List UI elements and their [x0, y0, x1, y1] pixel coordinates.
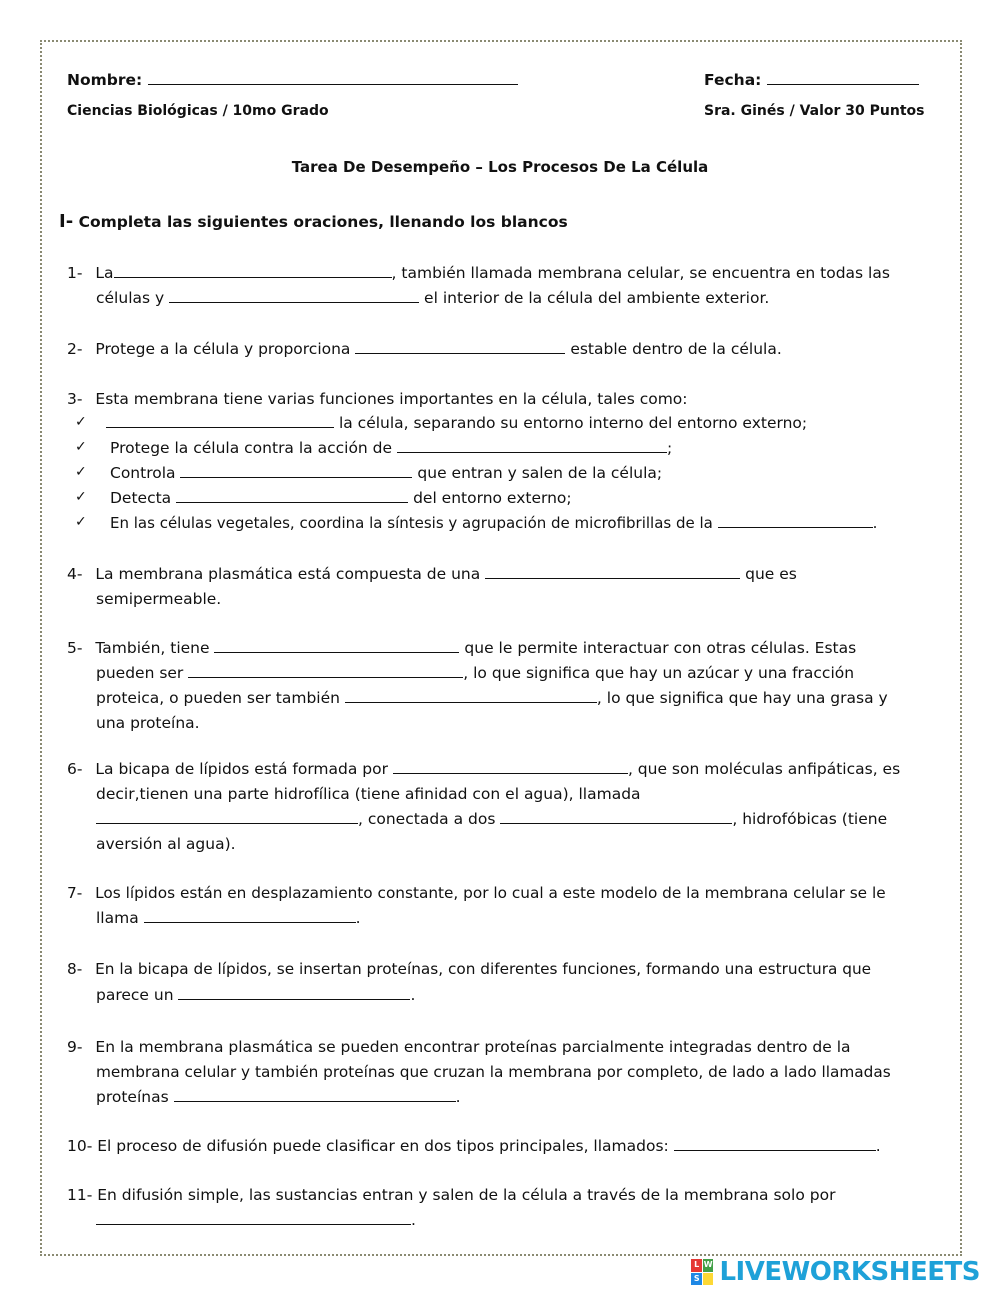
q3-bullet-4-end: del entorno externo; — [413, 489, 572, 507]
q3-bullet-3-end: que entran y salen de la célula; — [417, 464, 663, 482]
q8-text-c: . — [410, 986, 416, 1004]
q11-line2 — [96, 1211, 416, 1229]
checkmark-icon: ✓ — [75, 439, 87, 455]
q5-number: 5- — [67, 639, 83, 657]
page-title: Tarea De Desempeño – Los Procesos De La Célula — [291, 158, 709, 176]
q6-text-e: , hidrofóbicas (tiene — [732, 810, 888, 828]
q8-number: 8- — [67, 960, 83, 978]
q3-blank-2[interactable] — [397, 439, 667, 453]
q5-text-b: que le permite interactuar con otras células. Estas — [464, 639, 857, 657]
q5-line2 — [96, 664, 854, 682]
q1-line1 — [67, 264, 890, 282]
q1-text-c: células y — [96, 289, 165, 307]
q6-blank-2[interactable] — [96, 810, 358, 824]
q8-line1 — [67, 960, 871, 978]
q5-text-a: También, tiene — [95, 639, 210, 657]
date-label: Fecha: — [704, 71, 762, 89]
checkmark-icon: ✓ — [75, 514, 87, 530]
section-heading — [59, 213, 568, 231]
q3-bullet-5-end: . — [872, 514, 878, 532]
q3-bullet-4 — [110, 489, 572, 507]
checkmark-icon: ✓ — [75, 489, 87, 505]
q5-text-c: pueden ser — [96, 664, 184, 682]
q3-bullet-3 — [110, 464, 662, 482]
q3-blank-4[interactable] — [176, 489, 408, 503]
q9-text-c: proteínas — [96, 1088, 169, 1106]
q2-line1 — [67, 340, 782, 358]
q3-bullet-3-text: Controla — [110, 464, 176, 482]
section-instruction: Completa las siguientes oraciones, llenando los blancos — [78, 213, 568, 231]
q6-line2: decir,tienen una parte hidrofílica (tiene afinidad con el agua), llamada — [96, 785, 641, 803]
q1-text-a: La — [95, 264, 114, 282]
q9-number: 9- — [67, 1038, 83, 1056]
q5-blank-2[interactable] — [188, 664, 463, 678]
q1-number: 1- — [67, 264, 83, 282]
q3-blank-5[interactable] — [718, 514, 873, 528]
q6-line1 — [67, 760, 900, 778]
q3-blank-3[interactable] — [180, 464, 412, 478]
q7-text-c: . — [355, 909, 361, 927]
q6-text-a: La bicapa de lípidos está formada por — [95, 760, 388, 778]
q5-text-f: , lo que significa que hay una grasa y — [596, 689, 888, 707]
q3-bullet-1 — [106, 414, 807, 432]
q7-blank-1[interactable] — [144, 909, 356, 923]
q10-line1 — [67, 1137, 881, 1155]
q3-blank-1[interactable] — [106, 414, 334, 428]
q9-blank-1[interactable] — [174, 1088, 456, 1102]
q7-line2 — [96, 909, 361, 927]
q3-bullet-2-text: Protege la célula contra la acción de — [110, 439, 393, 457]
teacher-label: Sra. Ginés / Valor 30 Puntos — [704, 103, 925, 119]
q8-blank-1[interactable] — [178, 986, 410, 1000]
q8-text-a: En la bicapa de lípidos, se insertan proteínas, con diferentes funciones, formando una estructura que — [95, 960, 872, 978]
q3-bullet-2-end: ; — [667, 439, 673, 457]
q11-number: 11- — [67, 1186, 93, 1204]
q5-blank-1[interactable] — [214, 639, 459, 653]
q9-text-a: En la membrana plasmática se pueden encontrar proteínas parcialmente integradas dentro de la — [95, 1038, 851, 1056]
q1-text-d: el interior de la célula del ambiente exterior. — [424, 289, 770, 307]
q5-text-d: , lo que significa que hay un azúcar y una fracción — [463, 664, 855, 682]
name-field[interactable] — [148, 71, 518, 85]
q11-line1 — [67, 1186, 835, 1204]
q4-text-b: que es — [745, 565, 797, 583]
q6-text-b: , que son moléculas anfipáticas, es — [627, 760, 901, 778]
q11-text-a: En difusión simple, las sustancias entran y salen de la célula a través de la membrana solo por — [97, 1186, 836, 1204]
q10-text-a: El proceso de difusión puede clasificar en dos tipos principales, llamados: — [97, 1137, 669, 1155]
checkmark-icon: ✓ — [75, 414, 87, 430]
q1-line2 — [96, 289, 769, 307]
q2-blank-1[interactable] — [355, 340, 565, 354]
q7-text-a: Los lípidos están en desplazamiento constante, por lo cual a este modelo de la membrana celular se le — [95, 884, 886, 902]
date-row — [704, 71, 919, 89]
name-row — [67, 71, 518, 89]
q6-number: 6- — [67, 760, 83, 778]
q6-blank-3[interactable] — [500, 810, 732, 824]
q5-line3 — [96, 689, 888, 707]
q1-blank-1[interactable] — [114, 264, 392, 278]
q3-bullet-1-text: la célula, separando su entorno interno del entorno externo; — [338, 414, 808, 432]
q2-number: 2- — [67, 340, 83, 358]
section-number: I- — [59, 211, 74, 232]
q9-line3 — [96, 1088, 461, 1106]
q6-blank-1[interactable] — [393, 760, 628, 774]
liveworksheets-logo — [691, 1257, 980, 1287]
q4-line2: semipermeable. — [96, 590, 222, 608]
checkmark-icon: ✓ — [75, 464, 87, 480]
q7-text-b: llama — [96, 909, 139, 927]
q3-number: 3- — [67, 390, 83, 408]
date-field[interactable] — [767, 71, 919, 85]
q4-line1 — [67, 565, 797, 583]
liveworksheets-badge-icon: L W S — [691, 1259, 713, 1285]
q3-bullet-5-text: En las células vegetales, coordina la síntesis y agrupación de microfibrillas de la — [110, 514, 713, 532]
q9-line1 — [67, 1038, 851, 1056]
q3-bullet-4-text: Detecta — [110, 489, 172, 507]
q6-line3 — [96, 810, 887, 828]
q4-blank-1[interactable] — [485, 565, 740, 579]
q9-line2: membrana celular y también proteínas que cruzan la membrana por completo, de lado a lado llamadas — [96, 1063, 891, 1081]
q1-blank-2[interactable] — [169, 289, 419, 303]
q2-text-a: Protege a la célula y proporciona — [95, 340, 351, 358]
q11-blank-1[interactable] — [96, 1211, 411, 1225]
q5-blank-3[interactable] — [345, 689, 597, 703]
q4-text-a: La membrana plasmática está compuesta de una — [95, 565, 481, 583]
q6-line4: aversión al agua). — [96, 835, 236, 853]
q5-text-e: proteica, o pueden ser también — [96, 689, 340, 707]
q5-line1 — [67, 639, 856, 657]
q6-text-d: , conectada a dos — [358, 810, 496, 828]
q7-line1 — [67, 884, 886, 902]
q2-text-b: estable dentro de la célula. — [570, 340, 782, 358]
q9-text-d: . — [455, 1088, 461, 1106]
q3-intro — [67, 390, 688, 408]
q8-line2 — [96, 986, 415, 1004]
q10-text-b: . — [875, 1137, 881, 1155]
q8-text-b: parece un — [96, 986, 174, 1004]
subject-label: Ciencias Biológicas / 10mo Grado — [67, 103, 329, 119]
q11-text-b: . — [411, 1211, 416, 1229]
q10-blank-1[interactable] — [674, 1137, 876, 1151]
q10-number: 10- — [67, 1137, 93, 1155]
q3-bullet-2 — [110, 439, 672, 457]
q4-number: 4- — [67, 565, 83, 583]
q3-bullet-5 — [110, 514, 877, 532]
q5-line4: una proteína. — [96, 714, 200, 732]
name-label: Nombre: — [67, 71, 143, 89]
watermark-text: LIVEWORKSHEETS — [719, 1257, 980, 1287]
q7-number: 7- — [67, 884, 83, 902]
q1-text-b: , también llamada membrana celular, se encuentra en todas las — [391, 264, 890, 282]
q3-intro-text: Esta membrana tiene varias funciones importantes en la célula, tales como: — [95, 390, 688, 408]
